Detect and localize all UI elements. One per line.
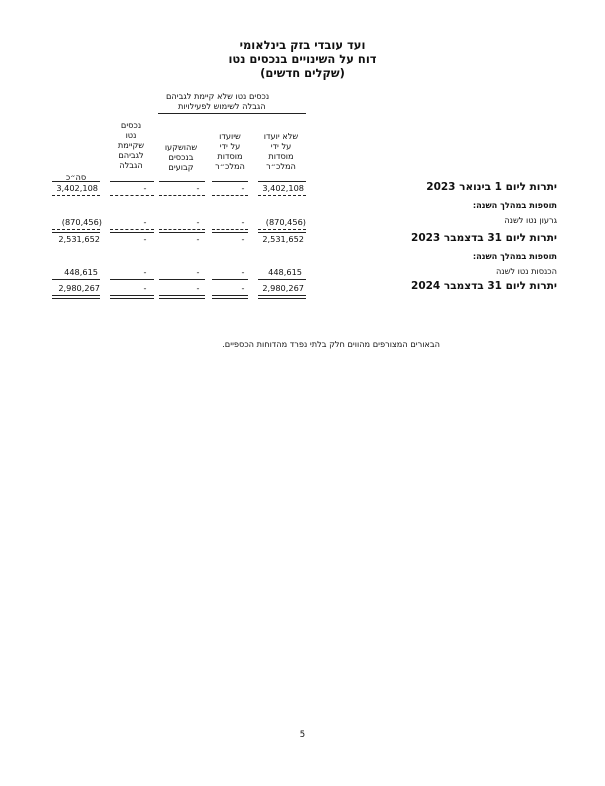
cell-loss-2023-restricted: - bbox=[143, 217, 147, 227]
col-rule bbox=[110, 181, 154, 182]
cell-close-2023-total: 2,531,652 bbox=[58, 234, 100, 244]
cell-close-2024-fixed: - bbox=[196, 283, 200, 293]
sub-rule bbox=[159, 232, 205, 233]
cell-close-2024-restricted: - bbox=[143, 283, 147, 293]
double-rule bbox=[159, 295, 205, 299]
group-header-line1: נכסים נטו שלא קיימת לגביהם bbox=[166, 91, 270, 101]
cell-income-2024-designated: - bbox=[241, 267, 245, 277]
row-label-income-2024: הכנסות נטו לשנה bbox=[496, 266, 557, 276]
dotted-rule bbox=[159, 195, 205, 196]
dotted-rule bbox=[110, 195, 154, 196]
row-label-additions-2023: תוספות במהלך השנה: bbox=[472, 200, 557, 210]
dotted-rule bbox=[110, 229, 154, 230]
report-title: דוח על השינויים בנכסים נטו bbox=[228, 52, 377, 66]
cell-close-2024-designated: - bbox=[241, 283, 245, 293]
col-header-total: סה״כ bbox=[65, 172, 87, 182]
cell-close-2023-restricted: - bbox=[143, 234, 147, 244]
col-header-undesignated: שלא יועדו על ידי מוסדות המלכ״ר bbox=[263, 131, 299, 171]
dotted-rule bbox=[52, 229, 100, 230]
cell-income-2024-fixed: - bbox=[196, 267, 200, 277]
col-header-restricted: נכסים נטו שקיימת לגביהם הגבלה bbox=[117, 120, 145, 170]
col-rule bbox=[159, 181, 205, 182]
dotted-rule bbox=[258, 195, 306, 196]
col-rule bbox=[52, 181, 100, 182]
cell-loss-2023-designated: - bbox=[241, 217, 245, 227]
double-rule bbox=[258, 295, 306, 299]
double-rule bbox=[212, 295, 248, 299]
cell-open-2023-designated: - bbox=[241, 183, 245, 193]
sub-rule bbox=[212, 232, 248, 233]
dotted-rule bbox=[212, 229, 248, 230]
sub-rule bbox=[159, 279, 205, 280]
cell-income-2024-restricted: - bbox=[143, 267, 147, 277]
sub-rule bbox=[258, 279, 306, 280]
currency-note: (שקלים חדשים) bbox=[260, 66, 345, 80]
page-number: 5 bbox=[299, 730, 306, 740]
row-label-open-2023: יתרות ליום 1 בינואר 2023 bbox=[426, 181, 557, 193]
sub-rule bbox=[258, 232, 306, 233]
sub-rule bbox=[110, 279, 154, 280]
cell-open-2023-undesignated: 3,402,108 bbox=[262, 183, 304, 193]
dotted-rule bbox=[159, 229, 205, 230]
dotted-rule bbox=[212, 195, 248, 196]
cell-income-2024-total: 448,615 bbox=[64, 267, 98, 277]
cell-open-2023-restricted: - bbox=[143, 183, 147, 193]
cell-open-2023-fixed: - bbox=[196, 183, 200, 193]
cell-loss-2023-total: (870,456) bbox=[61, 217, 102, 227]
col-header-designated: שיועדו על ידי מוסדות המלכ״ר bbox=[215, 131, 245, 171]
cell-loss-2023-undesignated: (870,456) bbox=[265, 217, 306, 227]
sub-rule bbox=[52, 279, 100, 280]
dotted-rule bbox=[52, 195, 100, 196]
sub-rule bbox=[52, 232, 100, 233]
cell-close-2024-undesignated: 2,980,267 bbox=[262, 283, 304, 293]
sub-rule bbox=[212, 279, 248, 280]
col-rule bbox=[258, 181, 306, 182]
double-rule bbox=[52, 295, 100, 299]
cell-close-2023-fixed: - bbox=[196, 234, 200, 244]
row-label-close-2023: יתרות ליום 31 בדצמבר 2023 bbox=[411, 232, 557, 244]
org-name: ועד עובדי בזק בינלאומי bbox=[239, 38, 366, 52]
cell-close-2024-total: 2,980,267 bbox=[58, 283, 100, 293]
cell-loss-2023-fixed: - bbox=[196, 217, 200, 227]
double-rule bbox=[110, 295, 154, 299]
sub-rule bbox=[110, 232, 154, 233]
footnote: הבאורים המצורפים מהווים חלק בלתי נפרד מהדוחות הכספיים. bbox=[222, 339, 440, 349]
group-header-rule bbox=[158, 113, 306, 114]
cell-close-2023-designated: - bbox=[241, 234, 245, 244]
row-label-close-2024: יתרות ליום 31 בדצמבר 2024 bbox=[411, 280, 557, 292]
cell-income-2024-undesignated: 448,615 bbox=[268, 267, 302, 277]
row-label-additions-2024: תוספות במהלך השנה: bbox=[472, 251, 557, 261]
dotted-rule bbox=[258, 229, 306, 230]
cell-close-2023-undesignated: 2,531,652 bbox=[262, 234, 304, 244]
cell-open-2023-total: 3,402,108 bbox=[56, 183, 98, 193]
group-header-line2: הגבלה לשימוש לפעילויות bbox=[178, 101, 266, 111]
col-rule bbox=[212, 181, 248, 182]
row-label-loss-2023: גרעון נטו לשנה bbox=[504, 215, 557, 225]
col-header-fixed-assets: שהושקעו בנכסים קבועים bbox=[164, 142, 198, 172]
